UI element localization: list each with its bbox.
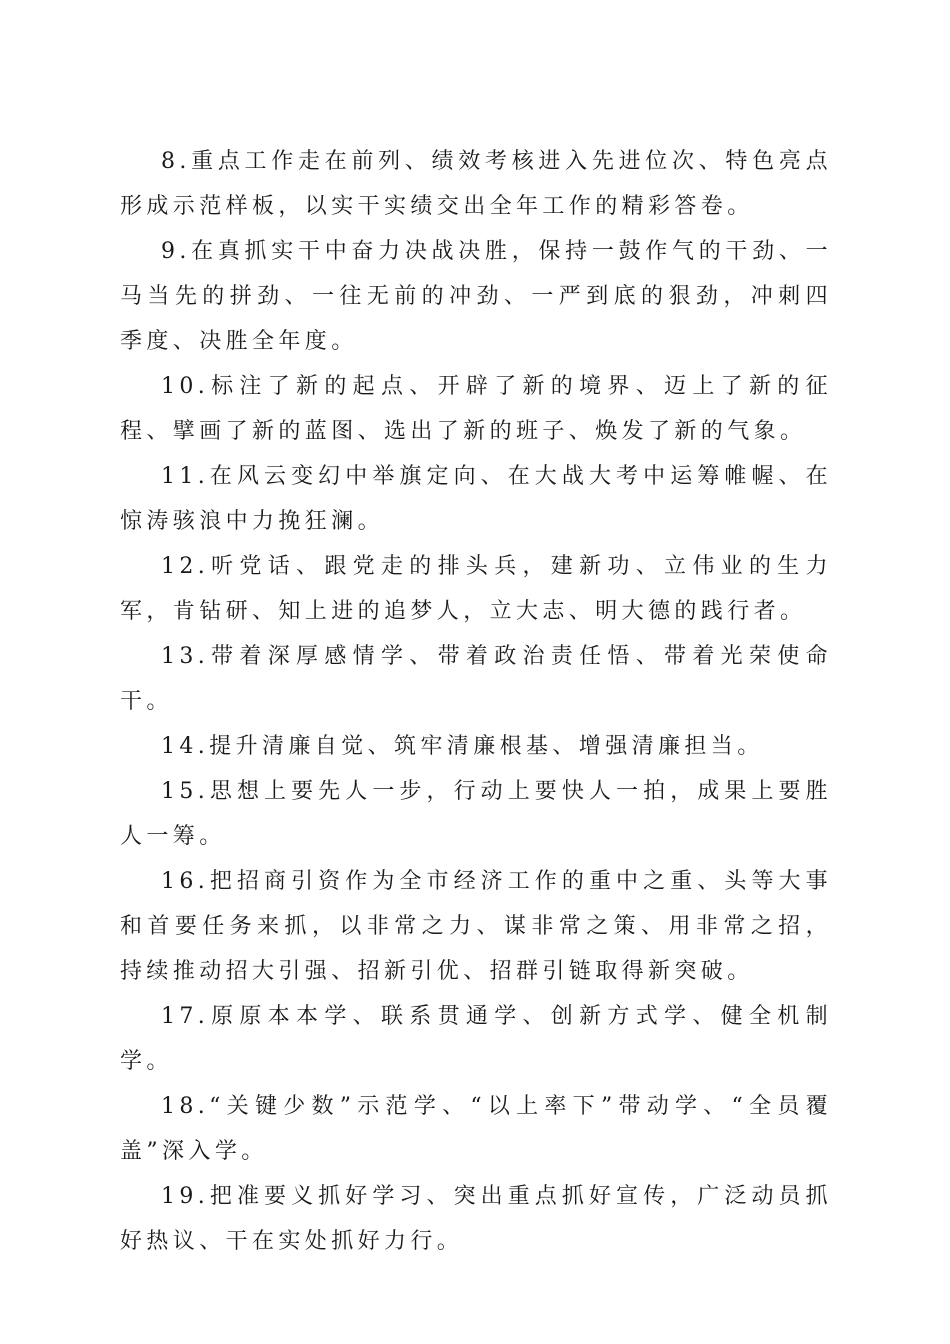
document-body	[120, 139, 832, 1264]
paragraph-18: 18.“关键少数”示范学、“以上率下”带动学、“全员覆盖”深入学。	[120, 1094, 832, 1164]
paragraph-9: 9.在真抓实干中奋力决战决胜，保持一鼓作气的干劲、一马当先的拼劲、一往无前的冲劲、一严到底的狠劲，冲刺四季度、决胜全年度。	[120, 239, 832, 354]
paragraph-19: 19.把准要义抓好学习、突出重点抓好宣传，广泛动员抓好热议、干在实处抓好力行。	[120, 1184, 832, 1254]
paragraph-13: 13.带着深厚感情学、带着政治责任悟、带着光荣使命干。	[120, 644, 832, 714]
paragraph-14: 14.提升清廉自觉、筑牢清廉根基、增强清廉担当。	[161, 734, 764, 759]
paragraph-16: 16.把招商引资作为全市经济工作的重中之重、头等大事和首要任务来抓，以非常之力、谋非常之策、用非常之招，持续推动招大引强、招新引优、招群引链取得新突破。	[120, 869, 832, 984]
paragraph-17: 17.原原本本学、联系贯通学、创新方式学、健全机制学。	[120, 1004, 832, 1074]
paragraph-12: 12.听党话、跟党走的排头兵，建新功、立伟业的生力军，肯钻研、知上进的追梦人，立大志、明大德的践行者。	[120, 554, 832, 624]
paragraph-11: 11.在风云变幻中举旗定向、在大战大考中运筹帷幄、在惊涛骇浪中力挽狂澜。	[120, 464, 832, 534]
paragraph-8: 8.重点工作走在前列、绩效考核进入先进位次、特色亮点形成示范样板，以实干实绩交出全年工作的精彩答卷。	[120, 149, 832, 219]
paragraph-10: 10.标注了新的起点、开辟了新的境界、迈上了新的征程、擘画了新的蓝图、选出了新的班子、焕发了新的气象。	[120, 374, 832, 444]
paragraph-15: 15.思想上要先人一步，行动上要快人一拍，成果上要胜人一筹。	[120, 779, 832, 849]
